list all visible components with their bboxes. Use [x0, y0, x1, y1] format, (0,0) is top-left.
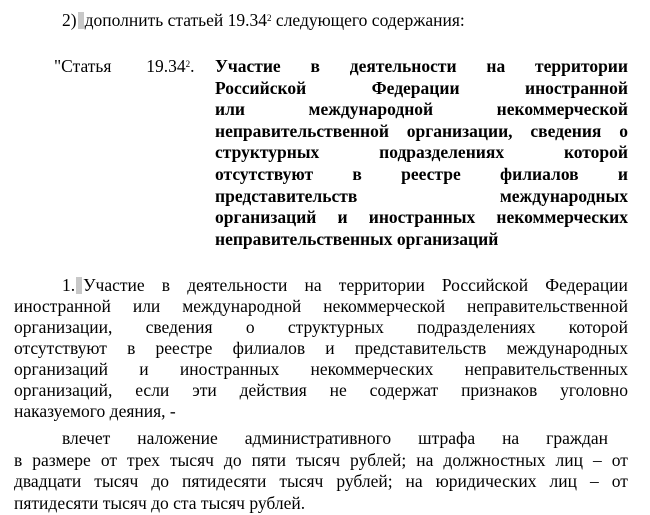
word: которой	[568, 317, 628, 337]
article-superscript: 2	[185, 59, 191, 69]
article-heading	[54, 56, 194, 76]
word: организации,	[14, 317, 113, 337]
word: территории	[535, 56, 628, 76]
word: признаков	[461, 380, 538, 400]
paragraph-1	[14, 275, 628, 422]
word: международной	[182, 296, 302, 316]
word: в	[14, 449, 23, 470]
word: влечет	[62, 428, 111, 448]
article-number: 19.34	[146, 56, 186, 76]
paragraph-line	[14, 317, 628, 338]
word: иностранной	[525, 77, 628, 98]
word: на	[486, 56, 506, 76]
paragraph-line	[14, 338, 628, 359]
word: организации,	[406, 120, 513, 141]
word: от	[611, 449, 628, 470]
word: сведения	[530, 120, 602, 141]
word: международных	[499, 185, 628, 206]
word: тысяч	[296, 449, 341, 470]
word: филиалов	[500, 163, 579, 184]
title-line	[215, 121, 628, 143]
word: о	[619, 120, 628, 141]
word: Федерации	[371, 77, 460, 98]
word: рублей;	[336, 471, 393, 491]
word: подразделениях	[417, 317, 536, 337]
word: в	[310, 56, 320, 76]
word: или	[215, 99, 245, 120]
word: в	[127, 338, 136, 358]
word: о	[245, 317, 255, 337]
word: Участие	[83, 275, 145, 295]
word: если	[135, 380, 170, 400]
word: граждан	[546, 428, 608, 448]
title-line-last: неправительственных организаций	[215, 228, 499, 249]
word: международных	[506, 338, 628, 358]
paragraph-line	[14, 450, 628, 472]
word: неправительственной	[215, 120, 389, 141]
word: на	[304, 275, 322, 295]
intro-number: 2)	[62, 10, 77, 30]
word: или	[132, 296, 161, 316]
paragraph-number: 1.	[62, 275, 76, 295]
paragraph-line-last: наказуемого деяния, -	[14, 401, 176, 421]
word: в	[352, 163, 362, 184]
word: не	[329, 380, 347, 400]
word: подразделениях	[379, 142, 505, 163]
paragraph-line	[14, 380, 628, 401]
word: и	[325, 338, 335, 358]
word: неправительственной	[467, 296, 628, 316]
word: иностранных	[179, 359, 280, 379]
intro-superscript: 2	[267, 13, 272, 23]
word: штрафа	[418, 428, 476, 448]
word: иностранной	[14, 296, 111, 316]
word: тысяч	[169, 449, 214, 470]
word: действия	[239, 380, 307, 400]
word: структурных	[215, 142, 320, 163]
word: некоммерческой	[323, 296, 446, 316]
amendment-intro	[62, 10, 465, 30]
word: Федерации	[545, 275, 628, 295]
word: реестре	[401, 163, 461, 184]
paragraph-line	[14, 275, 628, 296]
word: до	[223, 449, 242, 470]
word: административного	[244, 428, 392, 448]
word: от	[100, 449, 117, 470]
word: размере	[32, 449, 91, 470]
article-label: "Статья	[54, 56, 112, 76]
word: и	[617, 163, 628, 184]
word: неправительственных	[464, 359, 628, 379]
word: пятидесяти	[181, 471, 267, 491]
word: пяти	[251, 449, 287, 470]
article-title	[215, 56, 628, 250]
title-line	[215, 56, 628, 78]
word: наложение	[137, 428, 218, 448]
word: отсутствуют	[215, 163, 314, 184]
title-line	[215, 164, 628, 186]
word: от	[611, 471, 628, 491]
paragraph-line	[14, 471, 628, 493]
paragraph-line	[14, 296, 628, 317]
word: международной	[308, 99, 434, 120]
word: отсутствуют	[14, 338, 107, 358]
word: и	[139, 359, 149, 379]
text-cursor-marker	[78, 12, 84, 29]
word: иностранных	[368, 207, 476, 228]
word: лиц	[549, 471, 577, 491]
word: Участие	[215, 56, 281, 76]
word: лиц	[555, 449, 583, 470]
word: сведения	[145, 317, 213, 337]
word: двадцати	[14, 471, 82, 491]
word: деятельности	[349, 56, 457, 76]
word: должностных	[443, 449, 546, 470]
word: реестре	[155, 338, 213, 358]
word: Российской	[441, 275, 529, 295]
paragraph-line	[14, 359, 628, 380]
word: филиалов	[232, 338, 306, 358]
word: организаций	[215, 207, 317, 228]
word: содержат	[369, 380, 439, 400]
paragraph-line	[14, 428, 628, 450]
word: –	[592, 449, 602, 470]
word: структурных	[287, 317, 384, 337]
word: рублей;	[350, 449, 407, 470]
word: некоммерческих	[310, 359, 434, 379]
intro-text: дополнить статьей 19.34	[84, 10, 268, 30]
word: некоммерческой	[496, 99, 628, 120]
word: уголовно	[560, 380, 628, 400]
word: на	[416, 449, 434, 470]
word: тысяч	[279, 471, 324, 491]
word: деятельности	[187, 275, 288, 295]
word: юридических	[435, 471, 537, 491]
title-line	[215, 78, 628, 100]
word: представительств	[215, 185, 358, 206]
word: некоммерческих	[496, 207, 628, 228]
article-dot: .	[190, 56, 195, 76]
word: Российской	[215, 77, 307, 98]
paragraph-line-last: пятидесяти тысяч до ста тысяч рублей.	[14, 492, 306, 513]
word: на	[502, 428, 520, 448]
word: на	[405, 471, 423, 491]
paragraph-lead	[62, 275, 145, 296]
title-line	[215, 207, 628, 229]
word: эти	[192, 380, 217, 400]
title-line	[215, 99, 628, 121]
text-cursor-marker	[76, 277, 82, 294]
word: в	[161, 275, 171, 295]
word: организаций	[14, 359, 108, 379]
word: организаций,	[14, 380, 113, 400]
title-line	[215, 142, 628, 164]
word: трех	[126, 449, 160, 470]
intro-tail: следующего содержания:	[271, 10, 465, 30]
word: представительств	[354, 338, 487, 358]
word: тысяч	[94, 471, 139, 491]
title-line	[215, 186, 628, 208]
paragraph-2	[14, 428, 628, 514]
word: которой	[563, 142, 628, 163]
word: и	[337, 207, 348, 228]
word: территории	[338, 275, 425, 295]
word: до	[151, 471, 169, 491]
word: –	[589, 471, 599, 491]
